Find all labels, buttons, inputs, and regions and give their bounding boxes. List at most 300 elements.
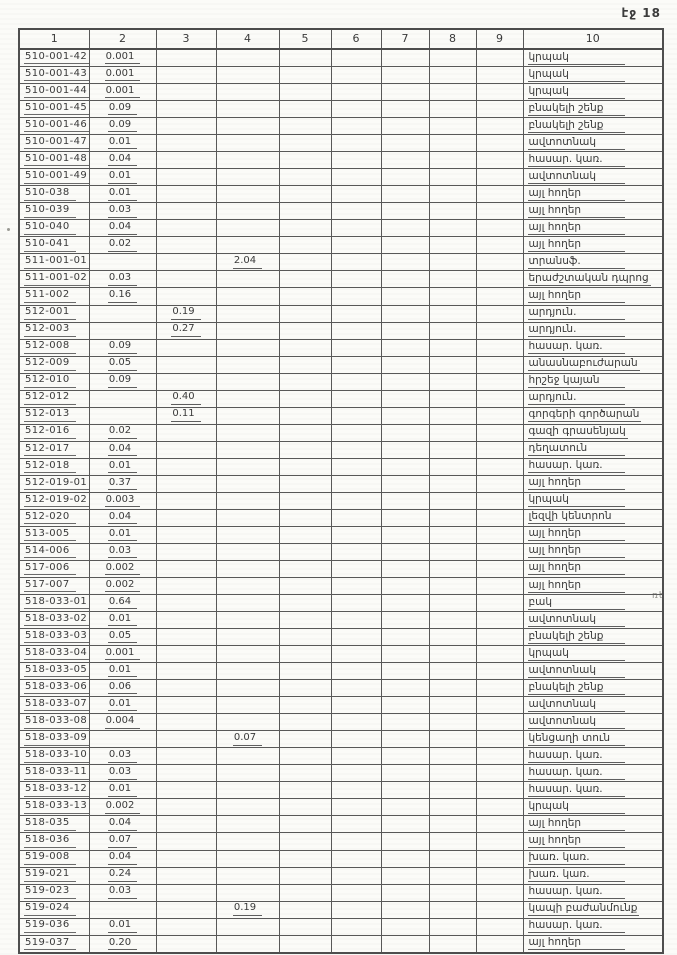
value-cell xyxy=(381,765,429,782)
value-cell xyxy=(216,731,279,748)
value-cell xyxy=(279,697,331,714)
value-cell xyxy=(429,271,476,288)
parcel-code: 518-033-01 xyxy=(24,597,89,610)
parcel-code: 510-001-48 xyxy=(24,154,89,167)
value-cell xyxy=(216,629,279,646)
value-cell xyxy=(331,254,381,271)
value-cell xyxy=(429,169,476,186)
landuse-cell xyxy=(523,901,663,918)
value-cell xyxy=(156,816,216,833)
value-cell xyxy=(331,492,381,509)
value-cell xyxy=(279,254,331,271)
value-cell xyxy=(331,748,381,765)
parcel-code: 518-033-02 xyxy=(24,614,89,627)
value-cell xyxy=(156,935,216,953)
landuse-cell xyxy=(523,152,663,169)
value-cell xyxy=(216,680,279,697)
value-cell xyxy=(279,424,331,441)
value-cell xyxy=(279,765,331,782)
landuse-cell xyxy=(523,526,663,543)
landuse-label: հասար. կառ. xyxy=(528,920,626,933)
value-cell xyxy=(381,680,429,697)
value-cell xyxy=(279,629,331,646)
code-cell xyxy=(19,49,89,67)
area-value: 0.40 xyxy=(171,392,200,405)
code-cell xyxy=(19,799,89,816)
table-row xyxy=(19,441,663,458)
landuse-cell xyxy=(523,748,663,765)
value-cell xyxy=(429,424,476,441)
value-cell xyxy=(89,118,156,135)
value-cell xyxy=(476,203,523,220)
value-cell xyxy=(89,237,156,254)
parcel-code: 518-033-04 xyxy=(24,648,89,661)
value-cell xyxy=(216,67,279,84)
area-value: 0.01 xyxy=(108,171,137,184)
table-row xyxy=(19,186,663,203)
code-cell xyxy=(19,731,89,748)
area-value: 0.03 xyxy=(108,767,137,780)
value-cell xyxy=(89,731,156,748)
landuse-label: արդյուն. xyxy=(528,324,626,337)
area-value: 0.04 xyxy=(108,818,137,831)
value-cell xyxy=(89,271,156,288)
value-cell xyxy=(279,816,331,833)
value-cell xyxy=(331,578,381,595)
landuse-cell xyxy=(523,220,663,237)
landuse-label: այլ հողեր xyxy=(528,545,626,558)
parcel-code: 512-018 xyxy=(24,461,76,474)
value-cell xyxy=(381,356,429,373)
value-cell xyxy=(156,748,216,765)
value-cell xyxy=(216,543,279,560)
value-cell xyxy=(89,169,156,186)
table-row xyxy=(19,782,663,799)
code-cell xyxy=(19,339,89,356)
value-cell xyxy=(89,458,156,475)
value-cell xyxy=(279,475,331,492)
value-cell xyxy=(216,101,279,118)
value-cell xyxy=(476,254,523,271)
value-cell xyxy=(279,220,331,237)
value-cell xyxy=(331,714,381,731)
code-cell xyxy=(19,101,89,118)
area-value: 0.01 xyxy=(108,784,137,797)
value-cell xyxy=(279,884,331,901)
table-row xyxy=(19,867,663,884)
value-cell xyxy=(381,731,429,748)
value-cell xyxy=(156,629,216,646)
value-cell xyxy=(331,680,381,697)
value-cell xyxy=(476,305,523,322)
value-cell xyxy=(216,220,279,237)
value-cell xyxy=(89,884,156,901)
value-cell xyxy=(429,595,476,612)
value-cell xyxy=(381,748,429,765)
value-cell xyxy=(476,714,523,731)
value-cell xyxy=(156,203,216,220)
value-cell xyxy=(216,816,279,833)
landuse-label: ավտոտնակ xyxy=(528,614,626,627)
value-cell xyxy=(89,509,156,526)
landuse-cell xyxy=(523,509,663,526)
value-cell xyxy=(279,305,331,322)
value-cell xyxy=(279,203,331,220)
value-cell xyxy=(89,475,156,492)
landuse-cell xyxy=(523,49,663,67)
landuse-cell xyxy=(523,424,663,441)
value-cell xyxy=(89,288,156,305)
value-cell xyxy=(89,629,156,646)
value-cell xyxy=(476,646,523,663)
value-cell xyxy=(156,237,216,254)
code-cell xyxy=(19,152,89,169)
code-cell xyxy=(19,390,89,407)
table-row xyxy=(19,458,663,475)
landuse-cell xyxy=(523,731,663,748)
value-cell xyxy=(429,49,476,67)
parcel-code: 512-013 xyxy=(24,409,76,422)
value-cell xyxy=(331,373,381,390)
value-cell xyxy=(89,595,156,612)
value-cell xyxy=(279,918,331,935)
value-cell xyxy=(381,135,429,152)
area-value: 0.09 xyxy=(108,341,137,354)
value-cell xyxy=(381,186,429,203)
value-cell xyxy=(89,135,156,152)
value-cell xyxy=(89,373,156,390)
value-cell xyxy=(331,169,381,186)
code-cell xyxy=(19,629,89,646)
value-cell xyxy=(476,458,523,475)
value-cell xyxy=(89,424,156,441)
area-value: 0.001 xyxy=(105,52,141,65)
value-cell xyxy=(216,697,279,714)
parcel-code: 518-033-08 xyxy=(24,716,89,729)
landuse-cell xyxy=(523,84,663,101)
landuse-label: խառ. կառ. xyxy=(528,852,626,865)
value-cell xyxy=(331,49,381,67)
code-cell xyxy=(19,867,89,884)
value-cell xyxy=(429,475,476,492)
table-row xyxy=(19,407,663,424)
table-row xyxy=(19,918,663,935)
col-header-7: 7 xyxy=(381,29,429,49)
landuse-cell xyxy=(523,186,663,203)
value-cell xyxy=(331,322,381,339)
landuse-cell xyxy=(523,663,663,680)
value-cell xyxy=(279,799,331,816)
value-cell xyxy=(429,288,476,305)
page-number: էջ 18 xyxy=(621,6,661,20)
value-cell xyxy=(156,118,216,135)
landuse-cell xyxy=(523,373,663,390)
value-cell xyxy=(381,169,429,186)
code-cell xyxy=(19,373,89,390)
value-cell xyxy=(279,373,331,390)
value-cell xyxy=(476,271,523,288)
landuse-label: այլ հողեր xyxy=(528,239,626,252)
parcel-code: 510-001-46 xyxy=(24,120,89,133)
value-cell xyxy=(476,84,523,101)
table-row xyxy=(19,67,663,84)
value-cell xyxy=(476,509,523,526)
value-cell xyxy=(216,935,279,953)
value-cell xyxy=(381,288,429,305)
landuse-label: այլ հողեր xyxy=(528,528,626,541)
area-value: 0.01 xyxy=(108,920,137,933)
table-row xyxy=(19,305,663,322)
value-cell xyxy=(279,612,331,629)
value-cell xyxy=(429,101,476,118)
area-value: 0.01 xyxy=(108,461,137,474)
col-header-6: 6 xyxy=(331,29,381,49)
value-cell xyxy=(331,526,381,543)
value-cell xyxy=(476,186,523,203)
table-row xyxy=(19,816,663,833)
area-value: 0.01 xyxy=(108,188,137,201)
value-cell xyxy=(429,390,476,407)
landuse-label: ավտոտնակ xyxy=(528,699,626,712)
value-cell xyxy=(89,901,156,918)
parcel-code: 512-017 xyxy=(24,444,76,457)
value-cell xyxy=(156,458,216,475)
value-cell xyxy=(381,237,429,254)
landuse-label: հասար. կառ. xyxy=(528,784,626,797)
value-cell xyxy=(216,492,279,509)
value-cell xyxy=(429,543,476,560)
landuse-cell xyxy=(523,543,663,560)
value-cell xyxy=(216,509,279,526)
landuse-label: կրպակ xyxy=(528,494,626,507)
value-cell xyxy=(156,305,216,322)
parcel-code: 512-003 xyxy=(24,324,76,337)
code-cell xyxy=(19,84,89,101)
value-cell xyxy=(429,220,476,237)
col-header-9: 9 xyxy=(476,29,523,49)
table-row xyxy=(19,901,663,918)
col-header-5: 5 xyxy=(279,29,331,49)
value-cell xyxy=(216,867,279,884)
area-value: 0.07 xyxy=(108,835,137,848)
value-cell xyxy=(156,680,216,697)
value-cell xyxy=(381,424,429,441)
value-cell xyxy=(216,84,279,101)
value-cell xyxy=(89,867,156,884)
value-cell xyxy=(89,850,156,867)
value-cell xyxy=(216,714,279,731)
area-value: 0.06 xyxy=(108,682,137,695)
landuse-label: երաժշտական դպրոց xyxy=(528,273,651,286)
parcel-code: 512-019-01 xyxy=(24,478,89,491)
value-cell xyxy=(89,305,156,322)
value-cell xyxy=(331,697,381,714)
landuse-label: այլ հողեր xyxy=(528,818,626,831)
value-cell xyxy=(216,49,279,67)
land-register-table xyxy=(18,28,664,954)
value-cell xyxy=(429,884,476,901)
value-cell xyxy=(89,918,156,935)
table-row xyxy=(19,680,663,697)
value-cell xyxy=(89,578,156,595)
parcel-code: 511-002 xyxy=(24,290,76,303)
value-cell xyxy=(381,578,429,595)
value-cell xyxy=(156,560,216,577)
area-value: 0.04 xyxy=(108,512,137,525)
landuse-cell xyxy=(523,884,663,901)
value-cell xyxy=(381,407,429,424)
value-cell xyxy=(279,458,331,475)
value-cell xyxy=(156,356,216,373)
value-cell xyxy=(156,697,216,714)
table-row xyxy=(19,646,663,663)
landuse-cell xyxy=(523,271,663,288)
value-cell xyxy=(156,578,216,595)
code-cell xyxy=(19,441,89,458)
landuse-label: խառ. կառ. xyxy=(528,869,626,882)
area-value: 0.04 xyxy=(108,222,137,235)
area-value: 0.27 xyxy=(171,324,200,337)
value-cell xyxy=(156,867,216,884)
value-cell xyxy=(476,492,523,509)
col-header-4: 4 xyxy=(216,29,279,49)
code-cell xyxy=(19,646,89,663)
landuse-cell xyxy=(523,492,663,509)
landuse-label: ավտոտնակ xyxy=(528,716,626,729)
value-cell xyxy=(216,612,279,629)
value-cell xyxy=(429,322,476,339)
value-cell xyxy=(381,867,429,884)
table-row xyxy=(19,135,663,152)
landuse-label: կրպակ xyxy=(528,69,626,82)
landuse-cell xyxy=(523,578,663,595)
landuse-label: այլ հողեր xyxy=(528,835,626,848)
landuse-label: գազի գրասենյակ xyxy=(528,426,628,439)
value-cell xyxy=(476,390,523,407)
value-cell xyxy=(476,850,523,867)
value-cell xyxy=(216,578,279,595)
value-cell xyxy=(429,901,476,918)
landuse-label: հասար. կառ. xyxy=(528,154,626,167)
parcel-code: 512-012 xyxy=(24,392,76,405)
value-cell xyxy=(381,152,429,169)
area-value: 0.24 xyxy=(108,869,137,882)
value-cell xyxy=(429,67,476,84)
area-value: 0.64 xyxy=(108,597,137,610)
value-cell xyxy=(216,901,279,918)
value-cell xyxy=(476,782,523,799)
value-cell xyxy=(216,186,279,203)
area-value: 0.03 xyxy=(108,273,137,286)
value-cell xyxy=(381,629,429,646)
value-cell xyxy=(216,646,279,663)
value-cell xyxy=(279,850,331,867)
table-row xyxy=(19,560,663,577)
code-cell xyxy=(19,169,89,186)
area-value: 0.004 xyxy=(105,716,141,729)
landuse-label: բակ xyxy=(528,597,626,610)
value-cell xyxy=(279,152,331,169)
area-value: 0.02 xyxy=(108,426,137,439)
value-cell xyxy=(429,935,476,953)
table-row xyxy=(19,322,663,339)
code-cell xyxy=(19,782,89,799)
value-cell xyxy=(429,526,476,543)
value-cell xyxy=(331,67,381,84)
parcel-code: 511-001-02 xyxy=(24,273,89,286)
value-cell xyxy=(89,220,156,237)
value-cell xyxy=(89,680,156,697)
landuse-label: այլ հողեր xyxy=(528,937,626,950)
value-cell xyxy=(381,441,429,458)
area-value: 0.003 xyxy=(105,495,141,508)
code-cell xyxy=(19,254,89,271)
code-cell xyxy=(19,305,89,322)
value-cell xyxy=(89,560,156,577)
value-cell xyxy=(476,152,523,169)
area-value: 0.002 xyxy=(105,580,141,593)
value-cell xyxy=(331,186,381,203)
value-cell xyxy=(279,646,331,663)
area-value: 0.19 xyxy=(233,903,262,916)
value-cell xyxy=(89,49,156,67)
value-cell xyxy=(331,101,381,118)
landuse-cell xyxy=(523,458,663,475)
value-cell xyxy=(331,612,381,629)
value-cell xyxy=(331,441,381,458)
parcel-code: 518-033-13 xyxy=(24,801,89,814)
col-header-2: 2 xyxy=(89,29,156,49)
value-cell xyxy=(476,629,523,646)
value-cell xyxy=(89,152,156,169)
landuse-label: հասար. կառ. xyxy=(528,341,626,354)
value-cell xyxy=(216,850,279,867)
area-value: 0.07 xyxy=(233,733,262,746)
table-row xyxy=(19,84,663,101)
table-row xyxy=(19,526,663,543)
code-cell xyxy=(19,67,89,84)
value-cell xyxy=(89,101,156,118)
landuse-cell xyxy=(523,612,663,629)
col-header-8: 8 xyxy=(429,29,476,49)
code-cell xyxy=(19,765,89,782)
value-cell xyxy=(331,935,381,953)
landuse-cell xyxy=(523,935,663,953)
value-cell xyxy=(429,663,476,680)
value-cell xyxy=(156,595,216,612)
value-cell xyxy=(279,339,331,356)
value-cell xyxy=(381,697,429,714)
parcel-code: 510-001-49 xyxy=(24,171,89,184)
landuse-cell xyxy=(523,867,663,884)
value-cell xyxy=(476,884,523,901)
value-cell xyxy=(381,782,429,799)
value-cell xyxy=(476,356,523,373)
table-row xyxy=(19,697,663,714)
code-cell xyxy=(19,833,89,850)
area-value: 0.02 xyxy=(108,239,137,252)
value-cell xyxy=(216,918,279,935)
parcel-code: 519-021 xyxy=(24,869,76,882)
value-cell xyxy=(331,646,381,663)
value-cell xyxy=(216,305,279,322)
landuse-cell xyxy=(523,322,663,339)
landuse-cell xyxy=(523,560,663,577)
parcel-code: 510-038 xyxy=(24,188,76,201)
area-value: 0.03 xyxy=(108,205,137,218)
landuse-label: լեզվի կենտրոն xyxy=(528,511,626,524)
landuse-cell xyxy=(523,203,663,220)
